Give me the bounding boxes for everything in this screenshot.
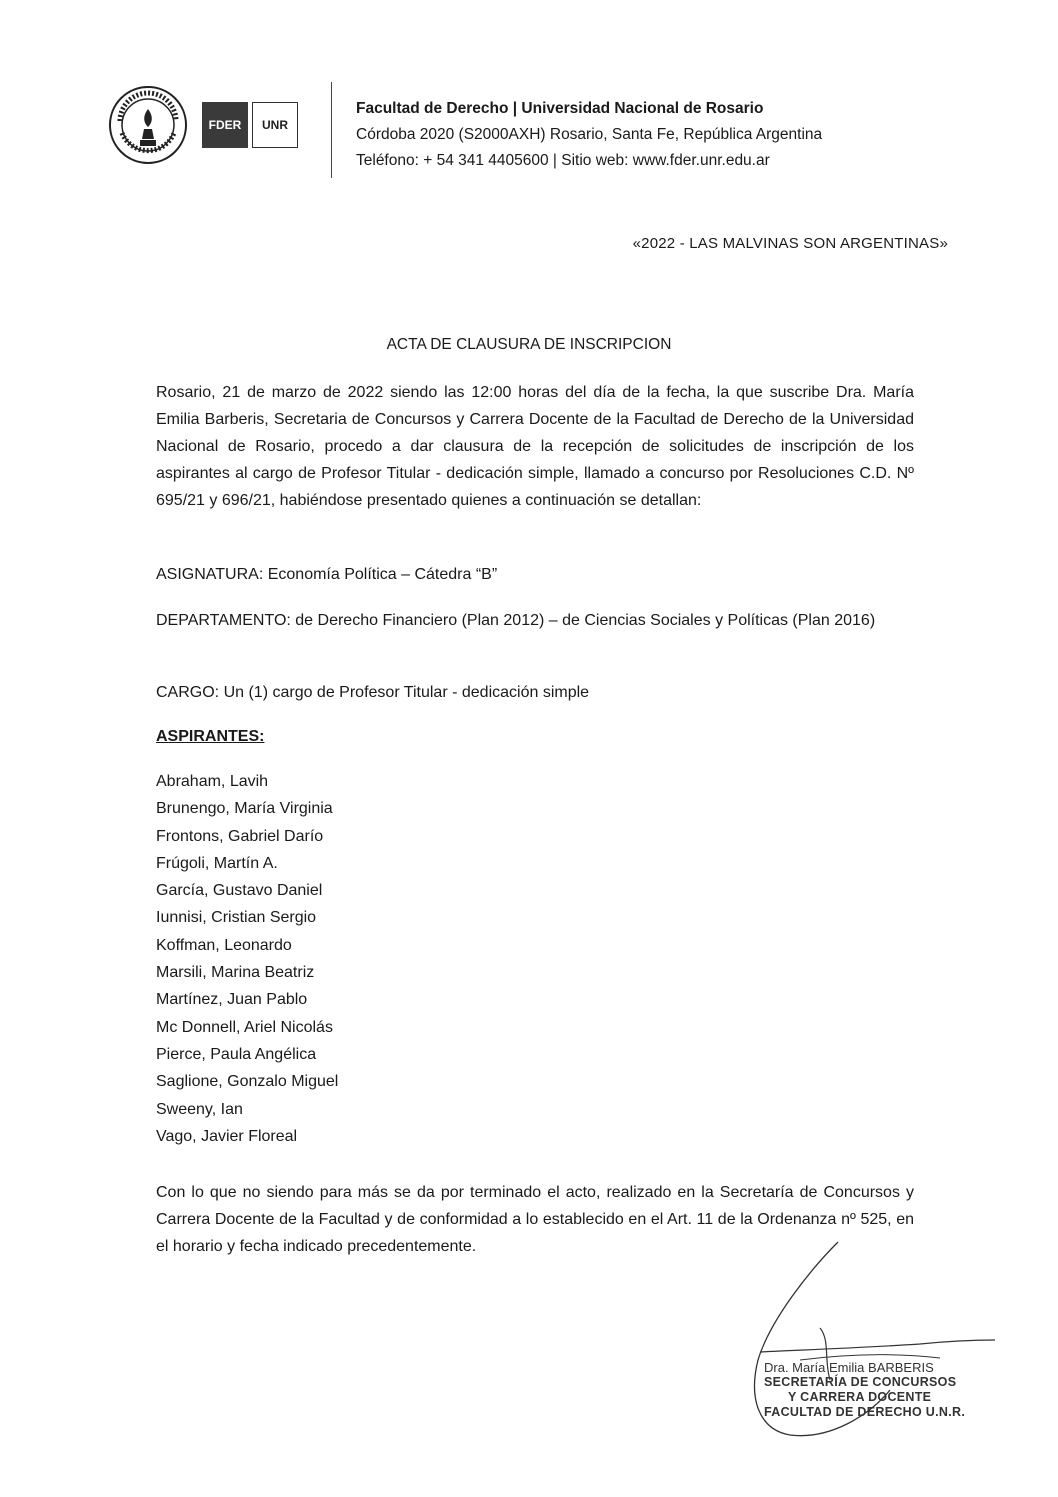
institution-name: Facultad de Derecho | Universidad Nacional de Rosario: [356, 100, 764, 117]
stamp-name: Dra. María Emilia BARBERIS: [764, 1360, 934, 1375]
list-item: Marsili, Marina Beatriz: [156, 964, 315, 982]
closing-paragraph: Con lo que no siendo para más se da por terminado el acto, realizado en la Secretaría de Concursos y Carrera Docente de la Facultad y de conformidad a lo establecido en el Art. 11 de la Ordenanza nº 525, en el horario y fecha indicado precedentemente.: [156, 1184, 914, 1255]
aspirantes-list: [156, 768, 914, 1150]
stamp-line-2: Y CARRERA DOCENTE: [788, 1390, 932, 1404]
signature-stamp: [764, 1360, 965, 1420]
intro-paragraph: Rosario, 21 de marzo de 2022 siendo las 12:00 horas del día de la fecha, la que suscribe Dra. María Emilia Barberis, Secretaria de Concursos y Carrera Docente de la Facultad de Derecho de la Universidad Nacional de Rosario, procedo a dar clausura de la recepción de solicitudes de inscripción de los aspirantes al cargo de Profesor Titular - dedicación simple, llamado a concurso por Resoluciones C.D. Nº 695/21 y 696/21, habiéndose presentado quienes a continuación se detallan:: [156, 384, 914, 509]
letterhead: [356, 96, 822, 174]
list-item: Sweeny, Ian: [156, 1100, 243, 1118]
fder-logo: FDER: [202, 102, 248, 148]
institution-address: Córdoba 2020 (S2000AXH) Rosario, Santa Fe, República Argentina: [356, 126, 823, 143]
list-item: Martínez, Juan Pablo: [156, 991, 308, 1009]
list-item: Frúgoli, Martín A.: [156, 854, 278, 872]
list-item: Pierce, Paula Angélica: [156, 1045, 317, 1063]
year-motto: «2022 - LAS MALVINAS SON ARGENTINAS»: [632, 235, 948, 252]
aspirantes-heading: ASPIRANTES:: [156, 728, 265, 745]
list-item: Frontons, Gabriel Darío: [156, 827, 324, 845]
stamp-line-3: FACULTAD DE DERECHO U.N.R.: [764, 1405, 966, 1419]
list-item: García, Gustavo Daniel: [156, 882, 323, 900]
list-item: Brunengo, María Virginia: [156, 800, 333, 818]
departamento-line: DEPARTAMENTO: de Derecho Financiero (Plan 2012) – de Ciencias Sociales y Políticas (Plan 2016): [156, 612, 876, 629]
unr-logo: UNR: [252, 102, 298, 148]
university-seal-icon: [108, 85, 188, 165]
institution-contact: Teléfono: + 54 341 4405600 | Sitio web: www.fder.unr.edu.ar: [356, 152, 770, 169]
stamp-line-1: SECRETARÍA DE CONCURSOS: [764, 1375, 957, 1389]
list-item: Mc Donnell, Ariel Nicolás: [156, 1018, 333, 1036]
header-divider: [331, 82, 332, 178]
list-item: Koffman, Leonardo: [156, 936, 292, 954]
list-item: Abraham, Lavih: [156, 773, 269, 790]
cargo-line: CARGO: Un (1) cargo de Profesor Titular - dedicación simple: [156, 684, 590, 701]
document-title: ACTA DE CLAUSURA DE INSCRIPCION: [386, 336, 672, 353]
list-item: Vago, Javier Floreal: [156, 1127, 298, 1145]
asignatura-line: ASIGNATURA: Economía Política – Cátedra “B”: [156, 566, 498, 583]
list-item: Iunnisi, Cristian Sergio: [156, 909, 317, 927]
list-item: Saglione, Gonzalo Miguel: [156, 1073, 339, 1091]
